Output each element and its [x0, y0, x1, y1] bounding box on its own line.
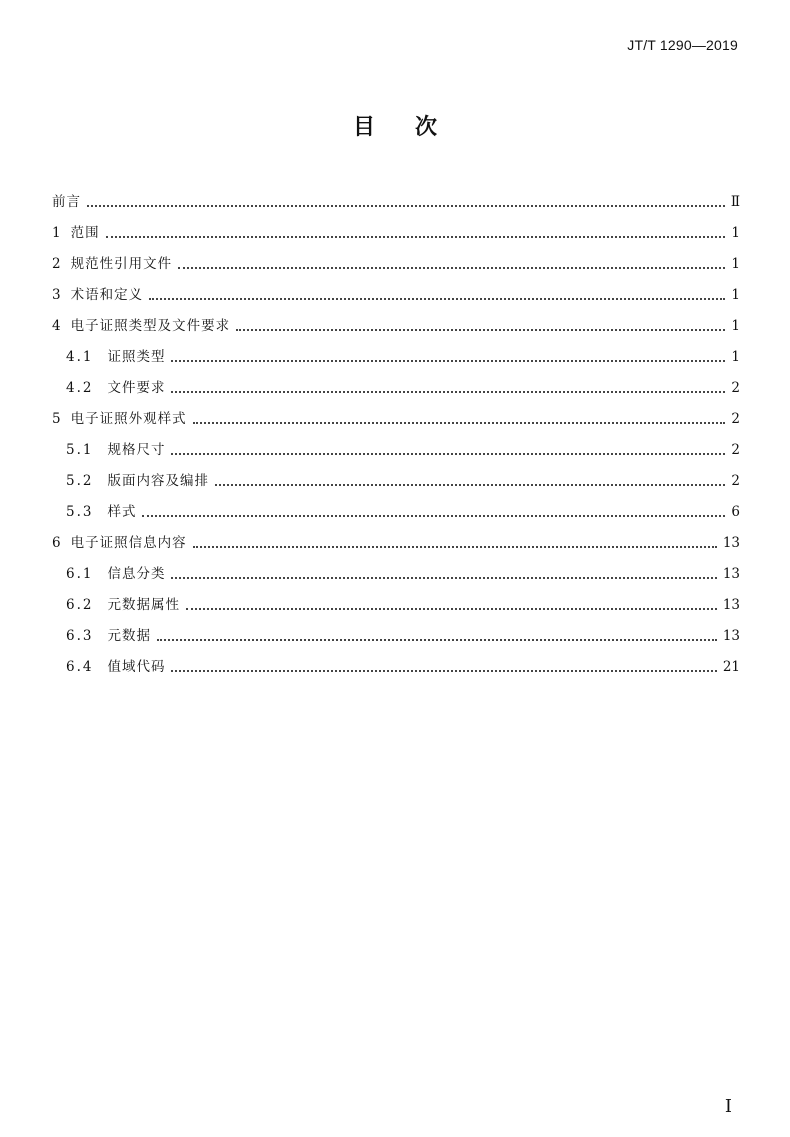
toc-entry-page: 13 [722, 566, 740, 582]
toc-entry[interactable] [52, 490, 740, 521]
toc-leader-dots [171, 670, 716, 672]
toc-entry[interactable] [52, 614, 740, 645]
toc-entry-number: 6.2 [66, 597, 94, 613]
toc-leader-dots [171, 391, 725, 393]
toc-entry-number: 5 [52, 411, 61, 427]
toc-entry-page: 1 [731, 225, 740, 241]
toc-entry-label: 信息分类 [107, 566, 166, 582]
toc-entry-label: 元数据属性 [107, 597, 180, 613]
toc-leader-dots [171, 453, 725, 455]
toc-entry-number: 5.3 [66, 504, 94, 520]
toc-entry-number: 3 [52, 287, 61, 303]
page-title: 目次 [352, 114, 477, 140]
toc-entry[interactable] [52, 273, 740, 304]
toc-entry-number: 6.4 [66, 659, 94, 675]
toc-entry-number: 2 [52, 256, 61, 272]
toc-leader-dots [142, 515, 725, 517]
toc-leader-dots [236, 329, 725, 331]
standard-code: JT/T 1290—2019 [627, 37, 738, 53]
toc-entry-page: 1 [731, 287, 740, 303]
toc-entry-number: 5.1 [66, 442, 94, 458]
toc-entry-page: 13 [722, 597, 740, 613]
toc-entry-number: 6 [52, 535, 61, 551]
toc-entry-label: 元数据 [107, 628, 151, 644]
toc-entry-number: 4.2 [66, 380, 94, 396]
toc-entry-label: 术语和定义 [70, 287, 144, 303]
toc-entry-number: 4 [52, 318, 61, 334]
toc-entry[interactable] [52, 304, 740, 335]
toc-entry[interactable] [52, 366, 740, 397]
toc-entry-label: 规格尺寸 [107, 442, 166, 458]
toc-entry-label: 前言 [52, 194, 81, 210]
toc-entry[interactable] [52, 397, 740, 428]
toc-entry-page: 2 [731, 380, 740, 396]
toc-leader-dots [106, 236, 726, 238]
toc-leader-dots [193, 422, 726, 424]
toc-entry[interactable] [52, 242, 740, 273]
toc-leader-dots [171, 360, 725, 362]
toc-leader-dots [193, 546, 717, 548]
toc-entry-label: 范围 [70, 225, 100, 241]
toc-entry-label: 电子证照类型及文件要求 [70, 318, 231, 334]
toc-entry[interactable] [52, 552, 740, 583]
toc-entry[interactable] [52, 459, 740, 490]
toc-leader-dots [157, 639, 717, 641]
toc-entry-page: 1 [731, 318, 740, 334]
toc-entry[interactable] [52, 583, 740, 614]
toc-entry[interactable] [52, 521, 740, 552]
toc-entry-number: 6.3 [66, 628, 94, 644]
toc-entry-label: 规范性引用文件 [70, 256, 173, 272]
toc-leader-dots [171, 577, 716, 579]
toc-entry-page: 2 [731, 473, 740, 489]
toc-entry[interactable] [52, 211, 740, 242]
toc-entry-label: 电子证照信息内容 [70, 535, 187, 551]
toc-entry-label: 电子证照外观样式 [70, 411, 187, 427]
toc-entry[interactable] [52, 428, 740, 459]
toc-entry-page: 13 [722, 628, 740, 644]
toc-entry-number: 6.1 [66, 566, 94, 582]
toc-entry-page: 1 [731, 349, 740, 365]
footer-page-number: I [724, 1096, 732, 1117]
toc-entry-page: 2 [731, 442, 740, 458]
toc-entry-page: 1 [731, 256, 740, 272]
toc-entry[interactable] [52, 335, 740, 366]
toc-entry-label: 证照类型 [107, 349, 166, 365]
toc-entry-label: 版面内容及编排 [107, 473, 209, 489]
toc-entry-number: 1 [52, 225, 61, 241]
toc-leader-dots [87, 205, 725, 207]
toc-entry-page: Ⅱ [730, 194, 740, 210]
toc-entry-page: 21 [722, 659, 740, 675]
toc-entry-number: 5.2 [66, 473, 94, 489]
toc-entry-page: 13 [722, 535, 740, 551]
toc-entry-number: 4.1 [66, 349, 94, 365]
toc-entry-label: 样式 [107, 504, 137, 520]
toc-entry-page: 2 [731, 411, 740, 427]
toc-leader-dots [186, 608, 717, 610]
toc-entry[interactable] [52, 180, 740, 211]
toc-leader-dots [149, 298, 725, 300]
toc-entry-page: 6 [731, 504, 740, 520]
toc-leader-dots [178, 267, 725, 269]
toc-entry-label: 值域代码 [107, 659, 166, 675]
toc-entry[interactable] [52, 645, 740, 676]
table-of-contents [52, 180, 740, 676]
toc-leader-dots [215, 484, 725, 486]
toc-entry-label: 文件要求 [107, 380, 166, 396]
